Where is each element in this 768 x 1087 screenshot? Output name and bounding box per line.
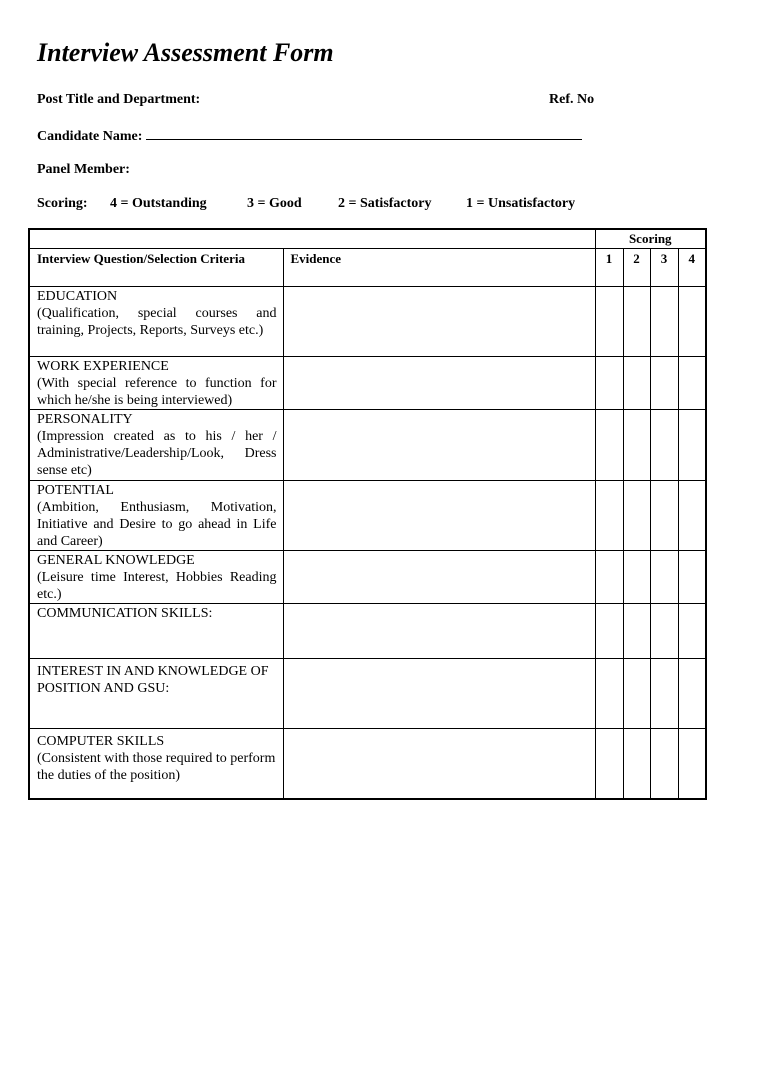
evidence-cell[interactable] — [283, 659, 595, 729]
score-cell-1[interactable] — [595, 729, 623, 799]
criteria-cell — [29, 410, 283, 481]
criteria-description: (Leisure time Interest, Hobbies Reading etc.) — [37, 570, 277, 602]
scoring-level-1: 1 = Unsatisfactory — [466, 196, 576, 211]
scoring-header: Scoring — [595, 229, 706, 249]
score-cell-4[interactable] — [678, 287, 706, 357]
criteria-description: (Ambition, Enthusiasm, Motivation, Initiative and Desire to go ahead in Life and Career) — [37, 500, 277, 549]
table-row — [29, 481, 706, 551]
evidence-cell[interactable] — [283, 410, 595, 481]
score-cell-3[interactable] — [650, 551, 678, 604]
score-cell-4[interactable] — [678, 481, 706, 551]
score-cell-3[interactable] — [650, 410, 678, 481]
score-cell-3[interactable] — [650, 604, 678, 659]
scoring-legend-label: Scoring: — [37, 196, 88, 211]
criteria-cell — [29, 357, 283, 410]
criteria-heading: INTEREST IN AND KNOWLEDGE OF POSITION AND GSU: — [37, 664, 269, 696]
scoring-level-4: 4 = Outstanding — [110, 196, 207, 211]
criteria-heading: COMMUNICATION SKILLS: — [37, 606, 213, 621]
criteria-heading: PERSONALITY — [37, 412, 133, 427]
evidence-cell[interactable] — [283, 481, 595, 551]
criteria-heading: WORK EXPERIENCE — [37, 359, 169, 374]
header-spacer — [29, 229, 595, 249]
score-cell-4[interactable] — [678, 604, 706, 659]
score-header-2: 2 — [623, 249, 650, 287]
criteria-cell — [29, 287, 283, 357]
score-cell-2[interactable] — [623, 287, 650, 357]
scoring-level-2: 2 = Satisfactory — [338, 196, 432, 211]
score-cell-2[interactable] — [623, 659, 650, 729]
score-cell-3[interactable] — [650, 287, 678, 357]
table-row — [29, 357, 706, 410]
score-cell-1[interactable] — [595, 410, 623, 481]
evidence-cell[interactable] — [283, 287, 595, 357]
assessment-table — [28, 228, 707, 800]
candidate-name-line[interactable] — [146, 127, 582, 140]
criteria-cell — [29, 729, 283, 799]
table-row — [29, 604, 706, 659]
score-cell-3[interactable] — [650, 357, 678, 410]
score-cell-2[interactable] — [623, 729, 650, 799]
score-cell-4[interactable] — [678, 410, 706, 481]
score-cell-4[interactable] — [678, 729, 706, 799]
criteria-heading: COMPUTER SKILLS — [37, 734, 165, 749]
score-cell-4[interactable] — [678, 357, 706, 410]
post-title-label: Post Title and Department: — [37, 92, 201, 107]
table-row — [29, 410, 706, 481]
score-cell-2[interactable] — [623, 551, 650, 604]
evidence-header: Evidence — [283, 249, 595, 287]
evidence-cell[interactable] — [283, 604, 595, 659]
table-row — [29, 729, 706, 799]
score-cell-2[interactable] — [623, 481, 650, 551]
score-cell-1[interactable] — [595, 551, 623, 604]
criteria-cell — [29, 481, 283, 551]
page-title: Interview Assessment Form — [37, 38, 334, 67]
criteria-cell — [29, 551, 283, 604]
criteria-cell — [29, 604, 283, 659]
table-row — [29, 287, 706, 357]
criteria-header: Interview Question/Selection Criteria — [29, 249, 283, 287]
score-cell-1[interactable] — [595, 481, 623, 551]
table-row — [29, 551, 706, 604]
ref-no-label: Ref. No — [549, 92, 595, 107]
table-row — [29, 659, 706, 729]
evidence-cell[interactable] — [283, 729, 595, 799]
score-cell-2[interactable] — [623, 604, 650, 659]
score-cell-3[interactable] — [650, 729, 678, 799]
score-cell-1[interactable] — [595, 357, 623, 410]
criteria-heading: EDUCATION — [37, 289, 118, 304]
candidate-name-field[interactable] — [37, 127, 582, 145]
score-cell-4[interactable] — [678, 659, 706, 729]
candidate-name-label: Candidate Name: — [37, 129, 143, 144]
score-cell-2[interactable] — [623, 357, 650, 410]
score-cell-2[interactable] — [623, 410, 650, 481]
score-cell-3[interactable] — [650, 481, 678, 551]
score-header-3: 3 — [650, 249, 678, 287]
criteria-description: (With special reference to function for which he/she is being interviewed) — [37, 376, 277, 408]
score-cell-1[interactable] — [595, 604, 623, 659]
score-cell-4[interactable] — [678, 551, 706, 604]
criteria-cell — [29, 659, 283, 729]
score-header-1: 1 — [595, 249, 623, 287]
score-cell-1[interactable] — [595, 287, 623, 357]
criteria-description: (Consistent with those required to perform the duties of the position) — [37, 751, 276, 783]
criteria-heading: GENERAL KNOWLEDGE — [37, 553, 195, 568]
evidence-cell[interactable] — [283, 551, 595, 604]
criteria-heading: POTENTIAL — [37, 483, 114, 498]
criteria-description: (Impression created as to his / her / Administrative/Leadership/Look, Dress sense etc) — [37, 429, 277, 478]
criteria-description: (Qualification, special courses and training, Projects, Reports, Surveys etc.) — [37, 306, 277, 338]
score-header-4: 4 — [678, 249, 706, 287]
scoring-level-3: 3 = Good — [247, 196, 302, 211]
score-cell-1[interactable] — [595, 659, 623, 729]
score-cell-3[interactable] — [650, 659, 678, 729]
panel-member-label: Panel Member: — [37, 162, 130, 177]
evidence-cell[interactable] — [283, 357, 595, 410]
